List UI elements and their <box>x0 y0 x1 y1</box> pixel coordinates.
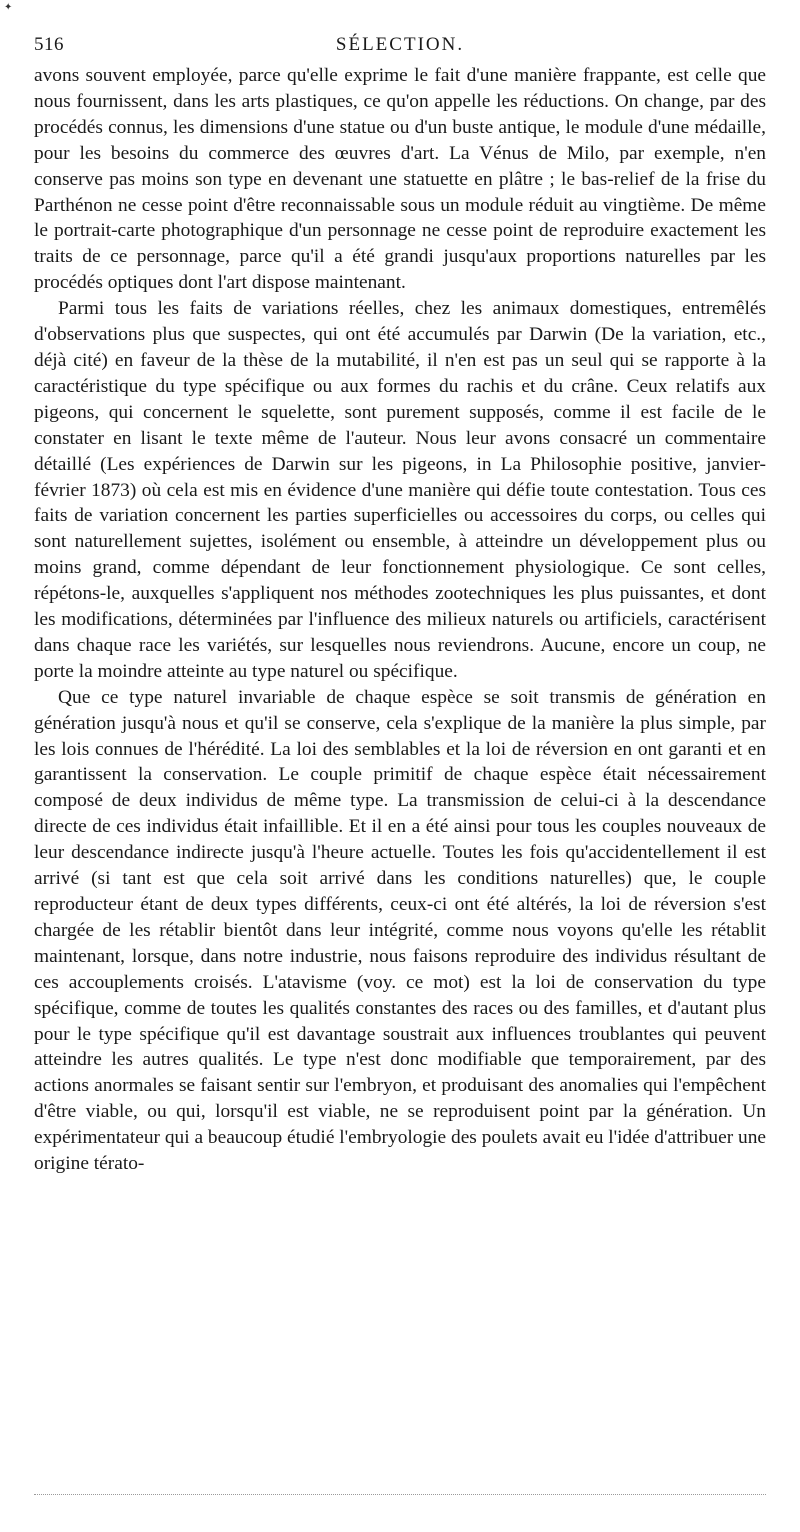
book-page <box>34 0 766 1532</box>
page-header <box>34 34 766 60</box>
footer-dotted-rule <box>34 1494 766 1495</box>
page-number: 516 <box>34 34 64 55</box>
paragraph-continued: avons souvent employée, parce qu'elle exprime le fait d'une manière frappante, est celle que nous fournissent, dans les arts plastiques, ce qu'on appelle les réductions. On change, par des procédés connus, les dimensions d'une statue ou d'un buste antique, le module d'une médaille, pour les besoins du commerce des œuvres d'art. La Vénus de Milo, par exemple, n'en conserve pas moins son type en devenant une statuette en plâtre ; le bas-relief de la frise du Parthénon ne cesse point d'être reconnaissable sous un module réduit au vingtième. De même le portrait-carte photographique d'un personnage ne cesse point de reproduire exactement les traits de ce personnage, parce qu'il a été grandi jusqu'aux proportions naturelles par les procédés optiques dont l'art dispose maintenant. <box>34 65 766 294</box>
running-title: SÉLECTION. <box>335 34 465 55</box>
paragraph-heredity: Que ce type naturel invariable de chaque espèce se soit transmis de génération en génération jusqu'à nous et qu'il se conserve, cela s'explique de la manière la plus simple, par les lois connues de l'hérédité. La loi des semblables et la loi de réversion en ont garanti et en garantissent la conservation. Le couple primitif de chaque espèce était nécessairement composé de deux individus de même type. La transmission de celui-ci à la descendance directe de ces individus était infaillible. Et il en a été ainsi pour tous les couples nouveaux de leur descendance indirecte jusqu'à l'heure actuelle. Toutes les fois qu'accidentellement il est arrivé (si tant est que cela soit arrivé dans les conditions naturelles) que, le couple reproducteur étant de deux types différents, ceux-ci ont été altérés, la loi de réversion s'est chargée de les rétablir bientôt dans leur intégrité, comme nous voyons qu'elle les rétablit maintenant, lorsque, dans notre industrie, nous faisons reproduire des individus résultant de ces accouplements croisés. L'atavisme (voy. ce mot) est la loi de conservation du type spécifique, comme de toutes les qualités constantes des races ou des familles, et d'autant plus pour le type spécifique qu'il est davantage soustrait aux influences troublantes qui peuvent atteindre les autres qualités. Le type n'est donc modifiable que temporairement, par des actions anormales se faisant sentir sur l'embryon, et produisant des anomalies qui l'empêchent d'être viable, ou qui, lorsqu'il est viable, ne se reproduisent point par la génération. Un expérimentateur qui a beaucoup étudié l'embryologie des poulets avait eu l'idée d'attribuer une origine térato- <box>34 686 766 1175</box>
paragraph-darwin-variations: Parmi tous les faits de variations réelles, chez les animaux domestiques, entremêlés d'observations plus que suspectes, qui ont été accumulés par Darwin (De la variation, etc., déjà cité) en faveur de la thèse de la mutabilité, il n'en est pas un seul qui se rapporte à la caractéristique du type spécifique ou aux formes du rachis et du crâne. Ceux relatifs aux pigeons, qui concernent le squelette, sont purement supposés, comme il est facile de le constater en lisant le texte même de l'auteur. Nous leur avons consacré un commentaire détaillé (Les expériences de Darwin sur les pigeons, in La Philosophie positive, janvier-février 1873) où cela est mis en évidence d'une manière qui défie toute contestation. Tous ces faits de variation concernent les parties superficielles ou accessoires du corps, ou celles qui sont naturellement sujettes, isolément ou ensemble, à atteindre un développement plus ou moins grand, comme dépendant de leur fonctionnement physiologique. Ce sont celles, répétons-le, auxquelles s'appliquent nos méthodes zootechniques les plus puissantes, et dont les modifications, déterminées par l'influence des milieux naturels ou artificiels, caractérisent dans chaque race les variétés, sur lesquelles nous reviendrons. Aucune, encore un coup, ne porte la moindre atteinte au type naturel ou spécifique. <box>34 298 766 682</box>
corner-mark: ✦ <box>4 2 13 13</box>
body-text <box>34 63 766 1177</box>
